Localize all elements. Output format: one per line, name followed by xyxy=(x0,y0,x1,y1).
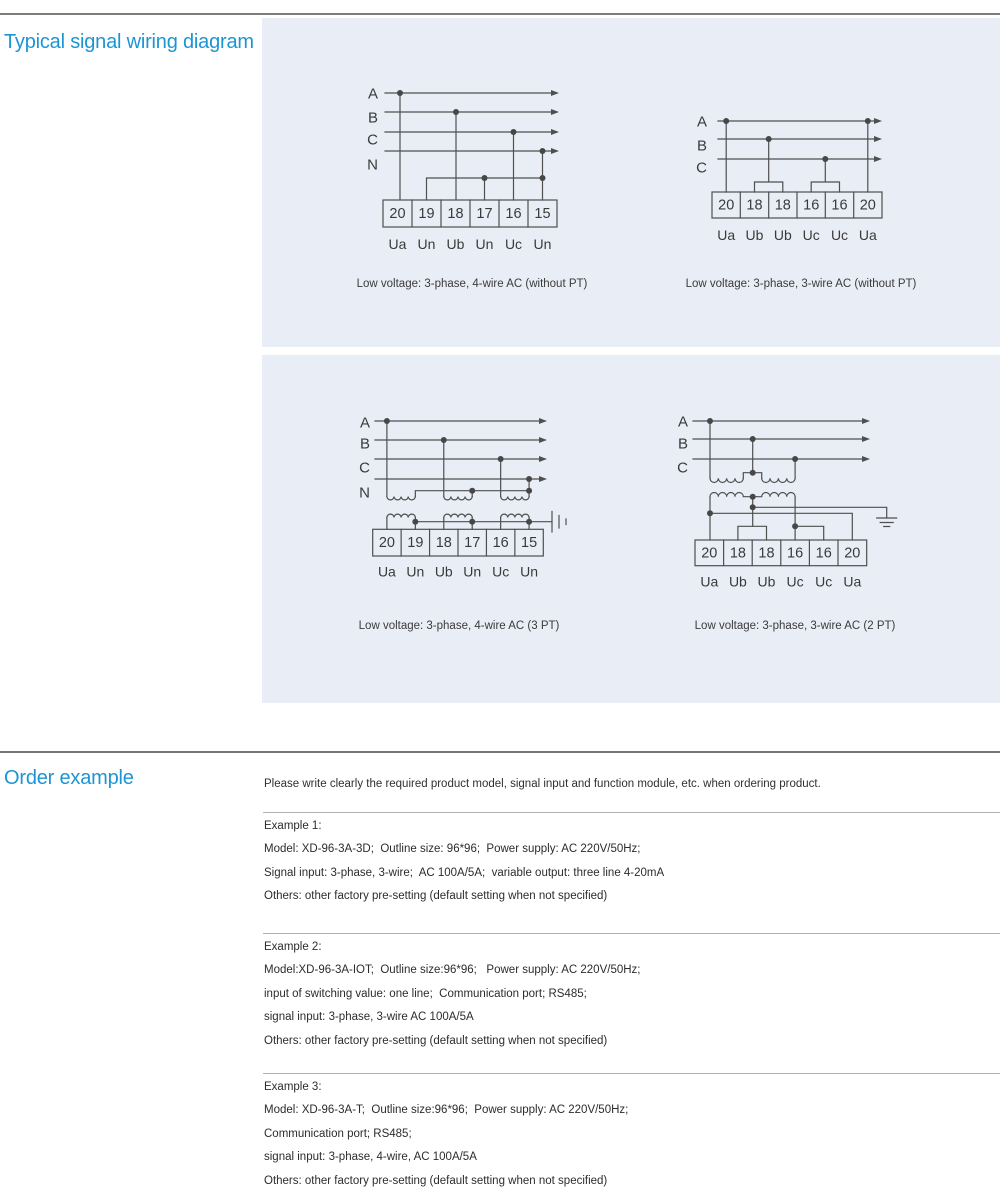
terminal-label: Ub xyxy=(757,573,776,590)
terminal-number: 20 xyxy=(844,545,861,562)
phase-label: A xyxy=(359,414,370,432)
phase-label: A xyxy=(696,113,707,131)
wiring-diagram-3p3w-no-pt xyxy=(660,90,980,255)
terminal-label: Ub xyxy=(728,573,747,590)
phase-label: N xyxy=(367,156,378,174)
example-line: Signal input: 3-phase, 3-wire; AC 100A/5A; variable output: three line 4-20mA xyxy=(264,866,665,879)
example-title: Example 1: xyxy=(264,819,322,832)
terminal-label: Uc xyxy=(815,573,833,590)
wires xyxy=(397,90,546,200)
example-block-3 xyxy=(264,1076,628,1194)
phase-label: B xyxy=(359,435,370,453)
terminal-label: Ub xyxy=(434,563,453,580)
example-line: signal input: 3-phase, 3-wire AC 100A/5A xyxy=(264,1011,474,1023)
example-line: Others: other factory pre-setting (default setting when not specified) xyxy=(264,1174,608,1187)
terminal-number: 16 xyxy=(505,206,522,222)
earth-ground-icon xyxy=(552,512,566,533)
terminal-number: 17 xyxy=(476,206,493,222)
arrow-icon xyxy=(539,418,547,482)
example-line: Model:XD-96-3A-IOT; Outline size:96*96; Power supply: AC 220V/50Hz; xyxy=(264,964,641,976)
wiring-diagram-3p4w-3pt xyxy=(330,400,650,600)
terminal-label: Ua xyxy=(388,236,407,252)
example-line: Others: other factory pre-setting (default setting when not specified) xyxy=(264,890,608,902)
terminal-number: 15 xyxy=(521,535,538,551)
terminal-number: 18 xyxy=(774,197,791,214)
phase-lines xyxy=(718,118,882,162)
terminal-label: Ub xyxy=(773,227,792,243)
terminal-strip xyxy=(695,540,867,566)
terminal-number: 20 xyxy=(859,197,876,214)
terminal-number: 16 xyxy=(492,535,509,551)
terminal-label: Uc xyxy=(802,227,820,243)
wires xyxy=(723,118,871,192)
terminal-label: Uc xyxy=(504,236,523,252)
terminal-label: Un xyxy=(533,236,552,252)
terminal-label: Un xyxy=(463,563,482,580)
terminal-label: Ua xyxy=(717,227,736,243)
example-title: Example 3: xyxy=(264,1080,322,1093)
section-title-order: Order example xyxy=(4,767,134,789)
terminal-number: 16 xyxy=(831,197,848,214)
phase-label: B xyxy=(696,137,707,155)
section-divider xyxy=(0,751,1000,753)
terminal-number: 18 xyxy=(435,535,452,551)
earth-ground-icon xyxy=(877,518,897,527)
terminal-label: Uc xyxy=(492,563,510,580)
example-title: Example 2: xyxy=(264,940,322,953)
example-line: input of switching value: one line; Communication port; RS485; xyxy=(264,987,587,1000)
example-block-2 xyxy=(264,936,641,1054)
wiring-diagram-3p3w-2pt xyxy=(660,400,980,600)
terminal-label: Uc xyxy=(830,227,849,243)
arrow-icon xyxy=(551,90,559,154)
terminal-number: 18 xyxy=(758,545,775,562)
example-block-1 xyxy=(264,815,664,909)
example-line: Others: other factory pre-setting (default setting when not specified) xyxy=(264,1034,608,1047)
phase-label: N xyxy=(359,484,370,502)
pt-transformers xyxy=(707,418,897,540)
order-intro-text: Please write clearly the required product model, signal input and function module, etc. when ordering product. xyxy=(264,778,821,790)
terminal-number: 17 xyxy=(464,535,481,551)
phase-label: C xyxy=(696,159,707,177)
terminal-number: 16 xyxy=(803,197,820,214)
phase-label: C xyxy=(677,459,688,477)
phase-label: A xyxy=(367,85,378,103)
terminal-strip xyxy=(383,200,557,227)
example-line: Model: XD-96-3A-T; Outline size:96*96; Power supply: AC 220V/50Hz; xyxy=(264,1104,629,1116)
example-line: signal input: 3-phase, 4-wire, AC 100A/5A xyxy=(264,1151,477,1163)
example-line: Communication port; RS485; xyxy=(264,1127,412,1140)
terminal-label: Ua xyxy=(843,573,862,590)
example-divider-3 xyxy=(263,1073,1000,1074)
example-line: Model: XD-96-3A-3D; Outline size: 96*96; Power supply: AC 220V/50Hz; xyxy=(264,843,641,855)
terminal-number: 18 xyxy=(729,545,746,562)
terminal-number: 18 xyxy=(746,197,763,214)
terminal-number: 20 xyxy=(718,197,735,214)
terminal-label: Uc xyxy=(786,573,804,590)
phase-lines xyxy=(385,90,559,154)
terminal-number: 20 xyxy=(378,535,395,551)
terminal-label: Ub xyxy=(745,227,764,243)
terminal-label: Ub xyxy=(446,236,465,252)
example-divider-1 xyxy=(263,812,1000,813)
terminal-label: Ua xyxy=(377,563,396,580)
terminal-label: Un xyxy=(520,563,539,580)
example-divider-2 xyxy=(263,933,1000,934)
diagram-caption-3: Low voltage: 3-phase, 4-wire AC (3 PT) xyxy=(358,620,560,632)
terminal-strip xyxy=(373,529,544,556)
wiring-diagram-3p4w-no-pt xyxy=(330,60,650,275)
top-divider xyxy=(0,13,1000,15)
terminal-number: 20 xyxy=(389,206,406,222)
pt-transformers xyxy=(384,418,566,532)
diagram-caption-4: Low voltage: 3-phase, 3-wire AC (2 PT) xyxy=(694,620,896,632)
arrow-icon xyxy=(874,118,882,162)
phase-label: C xyxy=(359,459,370,477)
terminal-label: Ua xyxy=(858,227,877,243)
section-title-wiring: Typical signal wiring diagram xyxy=(4,31,254,53)
diagram-caption-2: Low voltage: 3-phase, 3-wire AC (without PT) xyxy=(685,278,917,290)
phase-label: A xyxy=(677,413,688,431)
terminal-label: Un xyxy=(417,236,436,252)
phase-label: C xyxy=(367,131,378,149)
terminal-label: Un xyxy=(406,563,425,580)
terminal-number: 19 xyxy=(418,206,435,222)
terminal-strip xyxy=(712,192,882,218)
terminal-number: 20 xyxy=(701,545,718,562)
terminal-label: Un xyxy=(475,236,494,252)
terminal-number: 19 xyxy=(407,535,424,551)
terminal-number: 16 xyxy=(815,545,832,562)
terminal-label: Ua xyxy=(700,573,719,590)
terminal-number: 18 xyxy=(447,206,464,222)
phase-label: B xyxy=(677,435,688,453)
phase-lines xyxy=(693,418,870,462)
terminal-number: 15 xyxy=(534,206,551,222)
terminal-number: 16 xyxy=(787,545,804,562)
phase-lines xyxy=(375,418,547,482)
diagram-caption-1: Low voltage: 3-phase, 4-wire AC (without PT) xyxy=(356,278,588,290)
arrow-icon xyxy=(862,418,870,462)
phase-label: B xyxy=(367,109,378,127)
